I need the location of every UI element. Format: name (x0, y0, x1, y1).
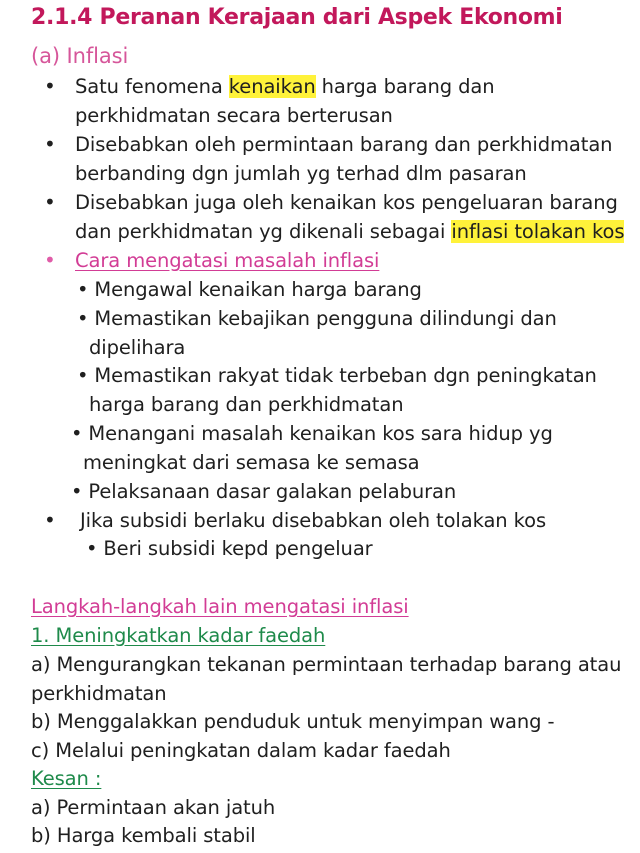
subheading: (a) Inflasi (31, 44, 129, 68)
bullet-dot: • (44, 190, 56, 214)
bullet-text: berbanding dgn jumlah yg terhad dlm pasaran (75, 162, 527, 185)
bullet-text: dan perkhidmatan yg dikenali sebagai inflasi tolakan kos (75, 220, 625, 243)
bullet-text: perkhidmatan secara berterusan (75, 104, 393, 127)
kesan-label: Kesan : (31, 767, 102, 790)
bullet-text: Jika subsidi berlaku disebabkan oleh tolakan kos (80, 509, 547, 532)
bullet-dot: • (44, 74, 56, 98)
bullet-text: Disebabkan juga oleh kenaikan kos pengeluaran barang (75, 191, 618, 214)
section-label: Cara mengatasi masalah inflasi (75, 249, 380, 272)
sub-bullet-cont: dipelihara (89, 336, 186, 359)
bullet-text: Satu fenomena kenaikan harga barang dan (75, 75, 495, 98)
sub-bullet-cont: meningkat dari semasa ke semasa (83, 451, 420, 474)
bullet-dot: • (44, 508, 56, 532)
highlight: kenaikan (228, 75, 316, 98)
sub-bullet: • Beri subsidi kepd pengeluar (86, 537, 373, 560)
section2-title: Langkah-langkah lain mengatasi inflasi (31, 595, 409, 618)
highlight: inflasi tolakan kos (451, 220, 625, 243)
step1-title: 1. Meningkatkan kadar faedah (31, 624, 326, 647)
sub-bullet: • Memastikan kebajikan pengguna dilindungi dan (77, 307, 557, 330)
step-text: perkhidmatan (31, 682, 167, 705)
sub-bullet: • Pelaksanaan dasar galakan pelaburan (71, 480, 457, 503)
step-text: b) Menggalakkan penduduk untuk menyimpan wang - (31, 710, 555, 733)
bullet-dot: • (44, 248, 56, 272)
sub-bullet: • Memastikan rakyat tidak terbeban dgn peningkatan (77, 364, 597, 387)
step-text: a) Mengurangkan tekanan permintaan terhadap barang atau (31, 653, 622, 676)
bullet-dot: • (44, 132, 56, 156)
sub-bullet-cont: harga barang dan perkhidmatan (89, 393, 404, 416)
kesan-text: a) Permintaan akan jatuh (31, 796, 276, 819)
step-text: c) Melalui peningkatan dalam kadar faedah (31, 739, 451, 762)
sub-bullet: • Menangani masalah kenaikan kos sara hidup yg (71, 422, 553, 445)
sub-bullet: • Mengawal kenaikan harga barang (77, 278, 422, 301)
kesan-text: b) Harga kembali stabil (31, 824, 256, 847)
heading: 2.1.4 Peranan Kerajaan dari Aspek Ekonomi (31, 5, 563, 30)
bullet-text: Disebabkan oleh permintaan barang dan perkhidmatan (75, 133, 613, 156)
